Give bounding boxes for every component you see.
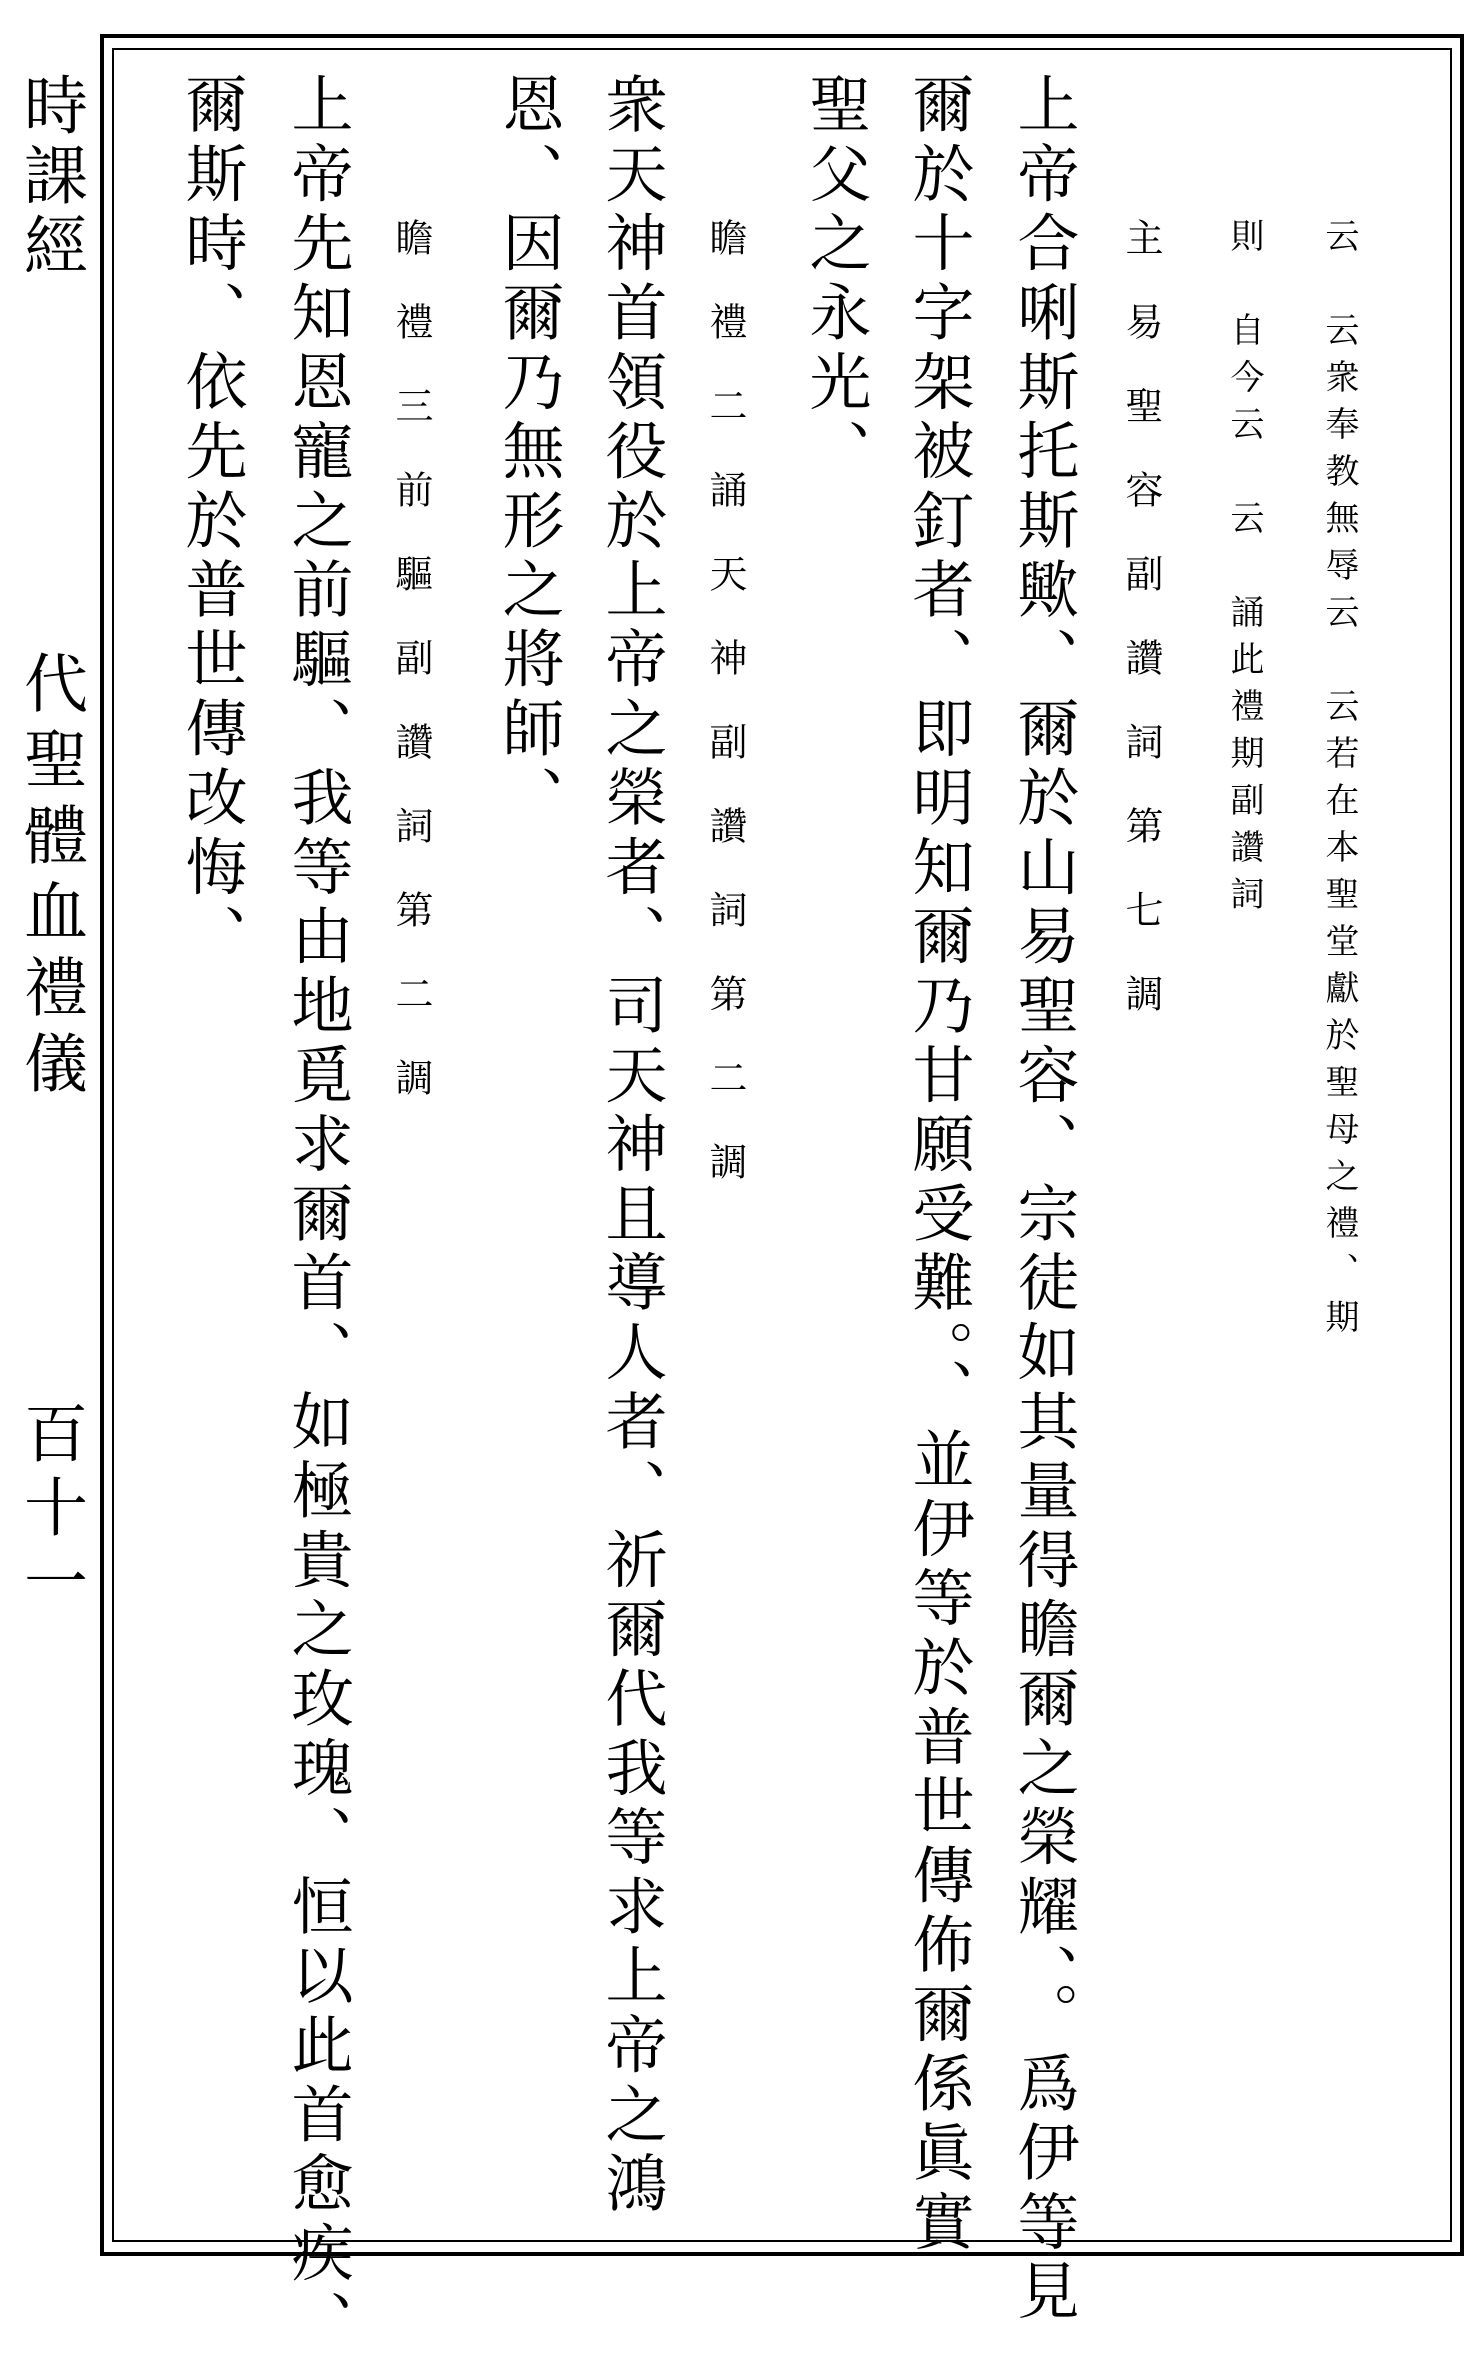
text-line: 爾於十字架被釘者、即明知爾乃甘願受難。、並伊等於普世傳佈爾係眞實 [902, 72, 975, 2259]
rubric-line-1: 云 云衆奉教無辱云 云若在本聖堂獻於聖母之禮、期 [1319, 218, 1359, 1346]
rubric-line-2: 則 自今云 云 誦此禮期副讚詞 [1224, 218, 1264, 923]
heading-transfiguration: 主易聖容副讚詞第七調 [1119, 218, 1163, 1058]
book-title: 時課經 [13, 72, 87, 282]
text-line: 上帝合唎斯托斯歟、爾於山易聖容、宗徒如其量得瞻爾之榮耀、。爲伊等見 [1007, 72, 1080, 2328]
page-number: 百十一 [13, 1400, 87, 1622]
text-line: 上帝先知恩寵之前驅、我等由地覓求爾首、如極貴之玫瑰、恒以此首愈疾、 [281, 72, 354, 2359]
heading-angels: 瞻禮二誦天神副讚詞第二調 [703, 218, 747, 1226]
section-title: 代聖體血禮儀 [13, 650, 87, 1106]
text-line: 聖父之永光、 [799, 72, 872, 488]
text-line: 爾斯時、依先於普世傳改悔、 [175, 72, 248, 973]
heading-forerunner: 瞻禮三前驅副讚詞第二調 [389, 218, 433, 1142]
text-line: 恩、因爾乃無形之將師、 [492, 72, 565, 835]
text-line: 衆天神首領役於上帝之榮者、司天神且導人者、祈爾代我等求上帝之鴻 [595, 72, 668, 2221]
